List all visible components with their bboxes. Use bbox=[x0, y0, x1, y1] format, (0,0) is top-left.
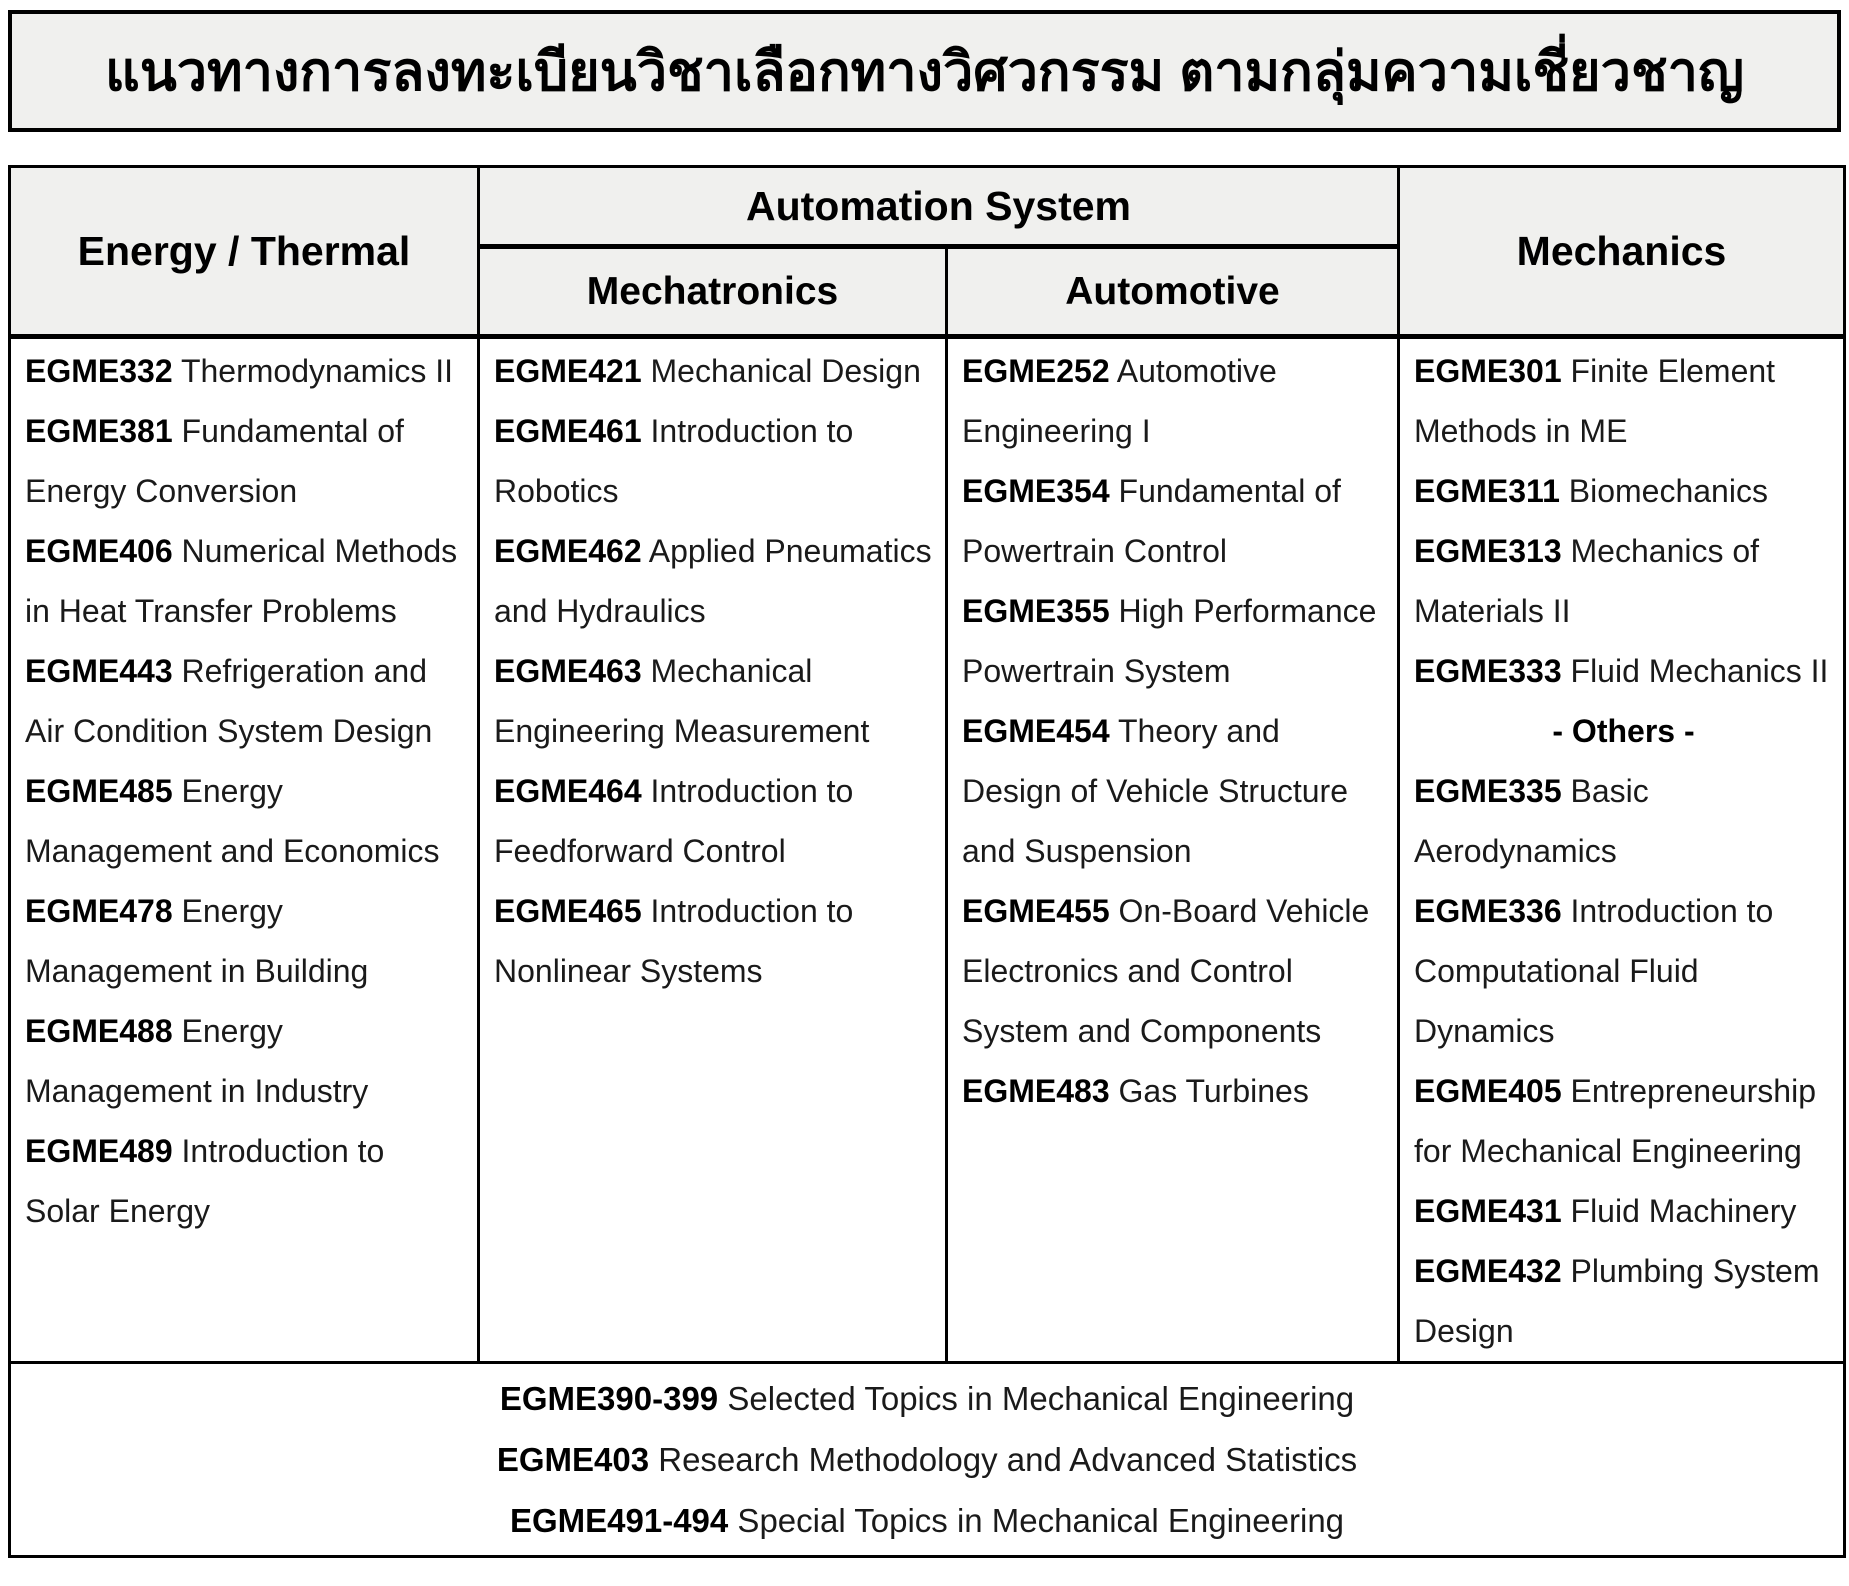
course-item: EGME462 Applied Pneumatics and Hydraulics bbox=[494, 533, 932, 629]
course-item: EGME431 Fluid Machinery bbox=[1414, 1193, 1797, 1229]
course-item: EGME301 Finite Element Methods in ME bbox=[1414, 353, 1776, 449]
course-code: EGME463 bbox=[494, 653, 642, 689]
course-item: EGME465 Introduction to Nonlinear Systems bbox=[494, 893, 854, 989]
course-item: EGME406 Numerical Methods in Heat Transfer Problems bbox=[25, 533, 458, 629]
course-item: EGME403 Research Methodology and Advanced Statistics bbox=[496, 1441, 1358, 1478]
course-code: EGME355 bbox=[962, 593, 1110, 629]
course-item: EGME491-494 Special Topics in Mechanical Engineering bbox=[509, 1502, 1345, 1539]
course-code: EGME462 bbox=[494, 533, 642, 569]
course-item: EGME252 Automotive Engineering I bbox=[962, 353, 1277, 449]
course-code: EGME464 bbox=[494, 773, 642, 809]
course-item: EGME313 Mechanics of Materials II bbox=[1414, 533, 1760, 629]
course-code: EGME333 bbox=[1414, 653, 1562, 689]
course-item: EGME464 Introduction to Feedforward Control bbox=[494, 773, 854, 869]
course-item: EGME478 Energy Management in Building bbox=[25, 893, 369, 989]
course-code: EGME406 bbox=[25, 533, 173, 569]
course-code: EGME489 bbox=[25, 1133, 173, 1169]
course-code: EGME461 bbox=[494, 413, 642, 449]
course-item: EGME461 Introduction to Robotics bbox=[494, 413, 854, 509]
course-item: EGME432 Plumbing System Design bbox=[1414, 1253, 1820, 1349]
page-title: แนวทางการลงทะเบียนวิชาเลือกทางวิศวกรรม ตามกลุ่มความเชี่ยวชาญ bbox=[105, 42, 1744, 102]
course-code: EGME336 bbox=[1414, 893, 1562, 929]
column-automotive bbox=[947, 337, 1399, 1363]
header-mechatronics: Mechatronics bbox=[479, 247, 947, 337]
course-item: EGME405 Entrepreneurship for Mechanical Engineering bbox=[1414, 1073, 1816, 1169]
course-code: EGME335 bbox=[1414, 773, 1562, 809]
course-code: EGME455 bbox=[962, 893, 1110, 929]
course-code: EGME491-494 bbox=[509, 1502, 729, 1539]
header-automotive: Automotive bbox=[947, 247, 1399, 337]
course-item: EGME463 Mechanical Engineering Measurement bbox=[494, 653, 870, 749]
header-energy-thermal: Energy / Thermal bbox=[10, 167, 479, 337]
course-code: EGME403 bbox=[496, 1441, 650, 1478]
course-item: EGME390-399 Selected Topics in Mechanical Engineering bbox=[499, 1380, 1355, 1417]
column-energy-thermal bbox=[10, 337, 479, 1363]
course-code: EGME381 bbox=[25, 413, 173, 449]
course-code: EGME311 bbox=[1414, 473, 1560, 509]
course-code: EGME252 bbox=[962, 353, 1110, 389]
course-code: EGME465 bbox=[494, 893, 642, 929]
course-item: EGME488 Energy Management in Industry bbox=[25, 1013, 369, 1109]
course-code: EGME478 bbox=[25, 893, 173, 929]
course-code: EGME405 bbox=[1414, 1073, 1562, 1109]
course-code: EGME431 bbox=[1414, 1193, 1562, 1229]
course-item: EGME381 Fundamental of Energy Conversion bbox=[25, 413, 404, 509]
others-divider: - Others - bbox=[1552, 713, 1695, 749]
course-code: EGME432 bbox=[1414, 1253, 1562, 1289]
course-item: EGME489 Introduction to Solar Energy bbox=[25, 1133, 385, 1229]
course-item: EGME443 Refrigeration and Air Condition System Design bbox=[25, 653, 433, 749]
course-item: EGME455 On-Board Vehicle Electronics and Control System and Components bbox=[962, 893, 1370, 1049]
course-item: EGME332 Thermodynamics II bbox=[25, 353, 454, 389]
course-code: EGME390-399 bbox=[499, 1380, 719, 1417]
column-mechanics bbox=[1399, 337, 1845, 1363]
course-code: EGME301 bbox=[1414, 353, 1562, 389]
footer-common-courses bbox=[10, 1363, 1845, 1557]
course-item: EGME483 Gas Turbines bbox=[962, 1073, 1309, 1109]
course-code: EGME421 bbox=[494, 353, 642, 389]
course-code: EGME454 bbox=[962, 713, 1110, 749]
course-item: EGME421 Mechanical Design bbox=[494, 353, 921, 389]
course-code: EGME483 bbox=[962, 1073, 1110, 1109]
course-code: EGME443 bbox=[25, 653, 173, 689]
course-code: EGME485 bbox=[25, 773, 173, 809]
course-code: EGME313 bbox=[1414, 533, 1562, 569]
column-mechatronics bbox=[479, 337, 947, 1363]
course-item: EGME454 Theory and Design of Vehicle Structure and Suspension bbox=[962, 713, 1348, 869]
header-automation-system: Automation System bbox=[479, 167, 1399, 247]
course-item: EGME355 High Performance Powertrain System bbox=[962, 593, 1377, 689]
course-item: EGME311 Biomechanics bbox=[1414, 473, 1768, 509]
course-item: EGME335 Basic Aerodynamics bbox=[1414, 773, 1649, 869]
course-item: EGME354 Fundamental of Powertrain Control bbox=[962, 473, 1341, 569]
title-box bbox=[8, 10, 1841, 132]
course-item: EGME485 Energy Management and Economics bbox=[25, 773, 440, 869]
header-mechanics: Mechanics bbox=[1399, 167, 1845, 337]
course-code: EGME354 bbox=[962, 473, 1110, 509]
course-code: EGME332 bbox=[25, 353, 173, 389]
course-item: EGME333 Fluid Mechanics II bbox=[1414, 653, 1829, 689]
electives-table bbox=[8, 165, 1846, 1558]
course-code: EGME488 bbox=[25, 1013, 173, 1049]
course-item: EGME336 Introduction to Computational Fluid Dynamics bbox=[1414, 893, 1774, 1049]
